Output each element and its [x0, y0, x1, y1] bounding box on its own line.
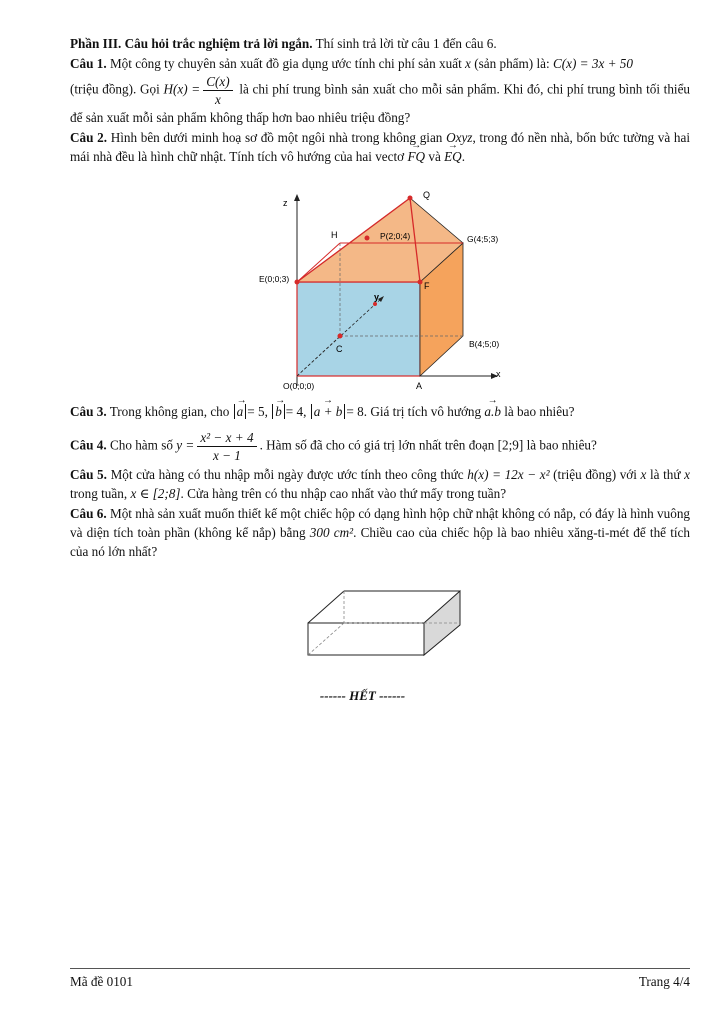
q1-avg-num: C(x) [203, 73, 232, 91]
q2-vector-fq: → FQ [407, 147, 425, 166]
question-1 [70, 54, 690, 127]
point-e [295, 280, 300, 285]
section-title: Phần III. Câu hỏi trắc nghiệm trả lời ngắn. [70, 36, 313, 51]
q1-text: (sản phẩm) là: [474, 56, 550, 71]
q3-norm-b [272, 404, 285, 419]
label-o: O(0;0;0) [283, 381, 315, 391]
q4-label: Câu 4. [70, 437, 107, 453]
question-6 [70, 504, 690, 561]
q4-numerator: x² − x + 4 [197, 429, 256, 447]
q3-dot-product: → a.b [484, 402, 500, 421]
question-4 [70, 429, 690, 464]
end-mark: ------ HẾT ------ [319, 688, 406, 703]
label-f: F [424, 281, 430, 291]
q6-text: Một nhà sản xuất muốn thiết kế một chiếc hộp có dạng hình hộp chữ nhật không có nắp, có đáy là hình vuông và diện tích toàn phần (không kể nắp) bằng [70, 506, 691, 540]
q5-text: là thứ [650, 467, 681, 482]
label-h: H [331, 230, 338, 240]
q2-end: . [461, 149, 465, 164]
q6-area: 300 cm² [309, 525, 354, 540]
q4-fraction [197, 429, 256, 464]
q5-var: x [640, 467, 647, 482]
q3-label: Câu 3. [70, 404, 107, 419]
section-header [70, 34, 690, 53]
z-axis-arrow [294, 194, 300, 201]
box-front [308, 623, 424, 655]
q6-label: Câu 6. [70, 506, 107, 521]
q1-text: Một công ty chuyên sản xuất đồ gia dụng ước tính chi phí sản xuất [109, 56, 462, 71]
q6-text: . Chiều cao của chiếc hộp là bao nhiêu xăng-ti-mét để thể tích của nó lớn nhất? [70, 525, 690, 559]
q3-norm-sum [311, 404, 346, 419]
label-x: x [496, 369, 501, 379]
q4-text: Cho hàm số [109, 437, 173, 453]
q2-vector-eq: → EQ [444, 147, 462, 166]
label-p: P(2;0;4) [380, 231, 411, 241]
box-diagram [300, 585, 468, 657]
q4-text: là bao nhiêu? [526, 437, 597, 453]
q1-avg-fraction [203, 73, 232, 108]
label-a: A [416, 381, 423, 391]
q2-text: , trong đó nền nhà, bốn bức tường và hai mái nhà đều là hình chữ nhật. Tính tích vô hướng của hai vectơ [70, 130, 691, 164]
label-y: y [374, 292, 380, 302]
label-e: E(0;0;3) [259, 274, 290, 284]
q4-denominator: x − 1 [212, 448, 241, 463]
house-diagram [259, 186, 520, 396]
q3-value: = 8 [346, 404, 364, 419]
q3-vector-b: → b [275, 402, 282, 421]
page-footer [70, 968, 690, 990]
q5-var: x [684, 467, 690, 482]
q5-text: . Cửa hàng trên có thu nhập cao nhất vào thứ mấy trong tuần? [180, 486, 507, 501]
q3-text: Trong không gian, cho [109, 404, 230, 419]
q1-cost-formula: C(x) = 3x + 50 [552, 56, 633, 71]
q3-vector-sum: → a + b [314, 402, 343, 421]
q2-text: Hình bên dưới minh hoạ sơ đồ một ngôi nhà trong không gian [110, 130, 443, 145]
q5-formula: h(x) = 12x − x² [467, 467, 550, 482]
box-edge [308, 591, 344, 623]
q5-label: Câu 5. [70, 467, 107, 482]
section-instruction: Thí sinh trả lời từ câu 1 đến câu 6. [315, 36, 497, 51]
q5-text: Một cửa hàng có thu nhập mỗi ngày được ước tính theo công thức [110, 467, 464, 482]
front-wall [297, 282, 420, 376]
q1-avg-lhs: H(x) = [163, 81, 201, 97]
q1-text: (triệu đồng). Gọi [70, 81, 160, 97]
exam-content [70, 34, 690, 166]
q3-norm-a [234, 404, 247, 419]
question-2 [70, 128, 690, 166]
q5-domain: x ∈ [2;8] [130, 486, 181, 501]
q5-text: (triệu đồng) với [553, 467, 637, 482]
q5-text: trong tuần, [70, 486, 128, 501]
question-3 [70, 402, 690, 421]
question-5 [70, 465, 690, 503]
label-z: z [283, 198, 288, 208]
q3-vector-a: → a [237, 402, 244, 421]
q1-text: là chi phí trung bình sản xuất cho mỗi sản phẩm. Khi đó, chi phí trung bình tối thiểu để sản xuất mỗi sản phẩm không thấp hơn bao nhiêu triệu đồng? [70, 81, 691, 125]
q3-value: = 5, [247, 404, 268, 419]
label-g: G(4;5;3) [467, 234, 499, 244]
point-f [418, 280, 423, 285]
point-y [373, 302, 377, 306]
q2-and: và [428, 149, 441, 164]
point-p [365, 236, 370, 241]
q4-interval: [2;9] [497, 437, 524, 453]
q2-space: Oxyz [446, 130, 473, 145]
exam-content-lower [70, 402, 690, 561]
label-b: B(4;5;0) [469, 339, 500, 349]
point-c [338, 334, 343, 339]
label-c: C [336, 344, 343, 354]
q4-lhs: y = [176, 437, 195, 453]
q1-var: x [465, 56, 471, 71]
exam-code: Mã đề 0101 [70, 974, 133, 989]
q3-text: là bao nhiêu? [504, 404, 575, 419]
point-q [408, 196, 413, 201]
q1-avg-den: x [214, 92, 221, 107]
q3-text: . Giá trị tích vô hướng [363, 404, 482, 419]
q2-label: Câu 2. [70, 130, 108, 145]
q1-label: Câu 1. [70, 56, 107, 71]
label-q: Q [423, 190, 431, 200]
q3-value: = 4, [285, 404, 307, 419]
q4-text: . Hàm số đã cho có giá trị lớn nhất trên đoạn [259, 437, 495, 453]
page-number: Trang 4/4 [638, 974, 690, 989]
